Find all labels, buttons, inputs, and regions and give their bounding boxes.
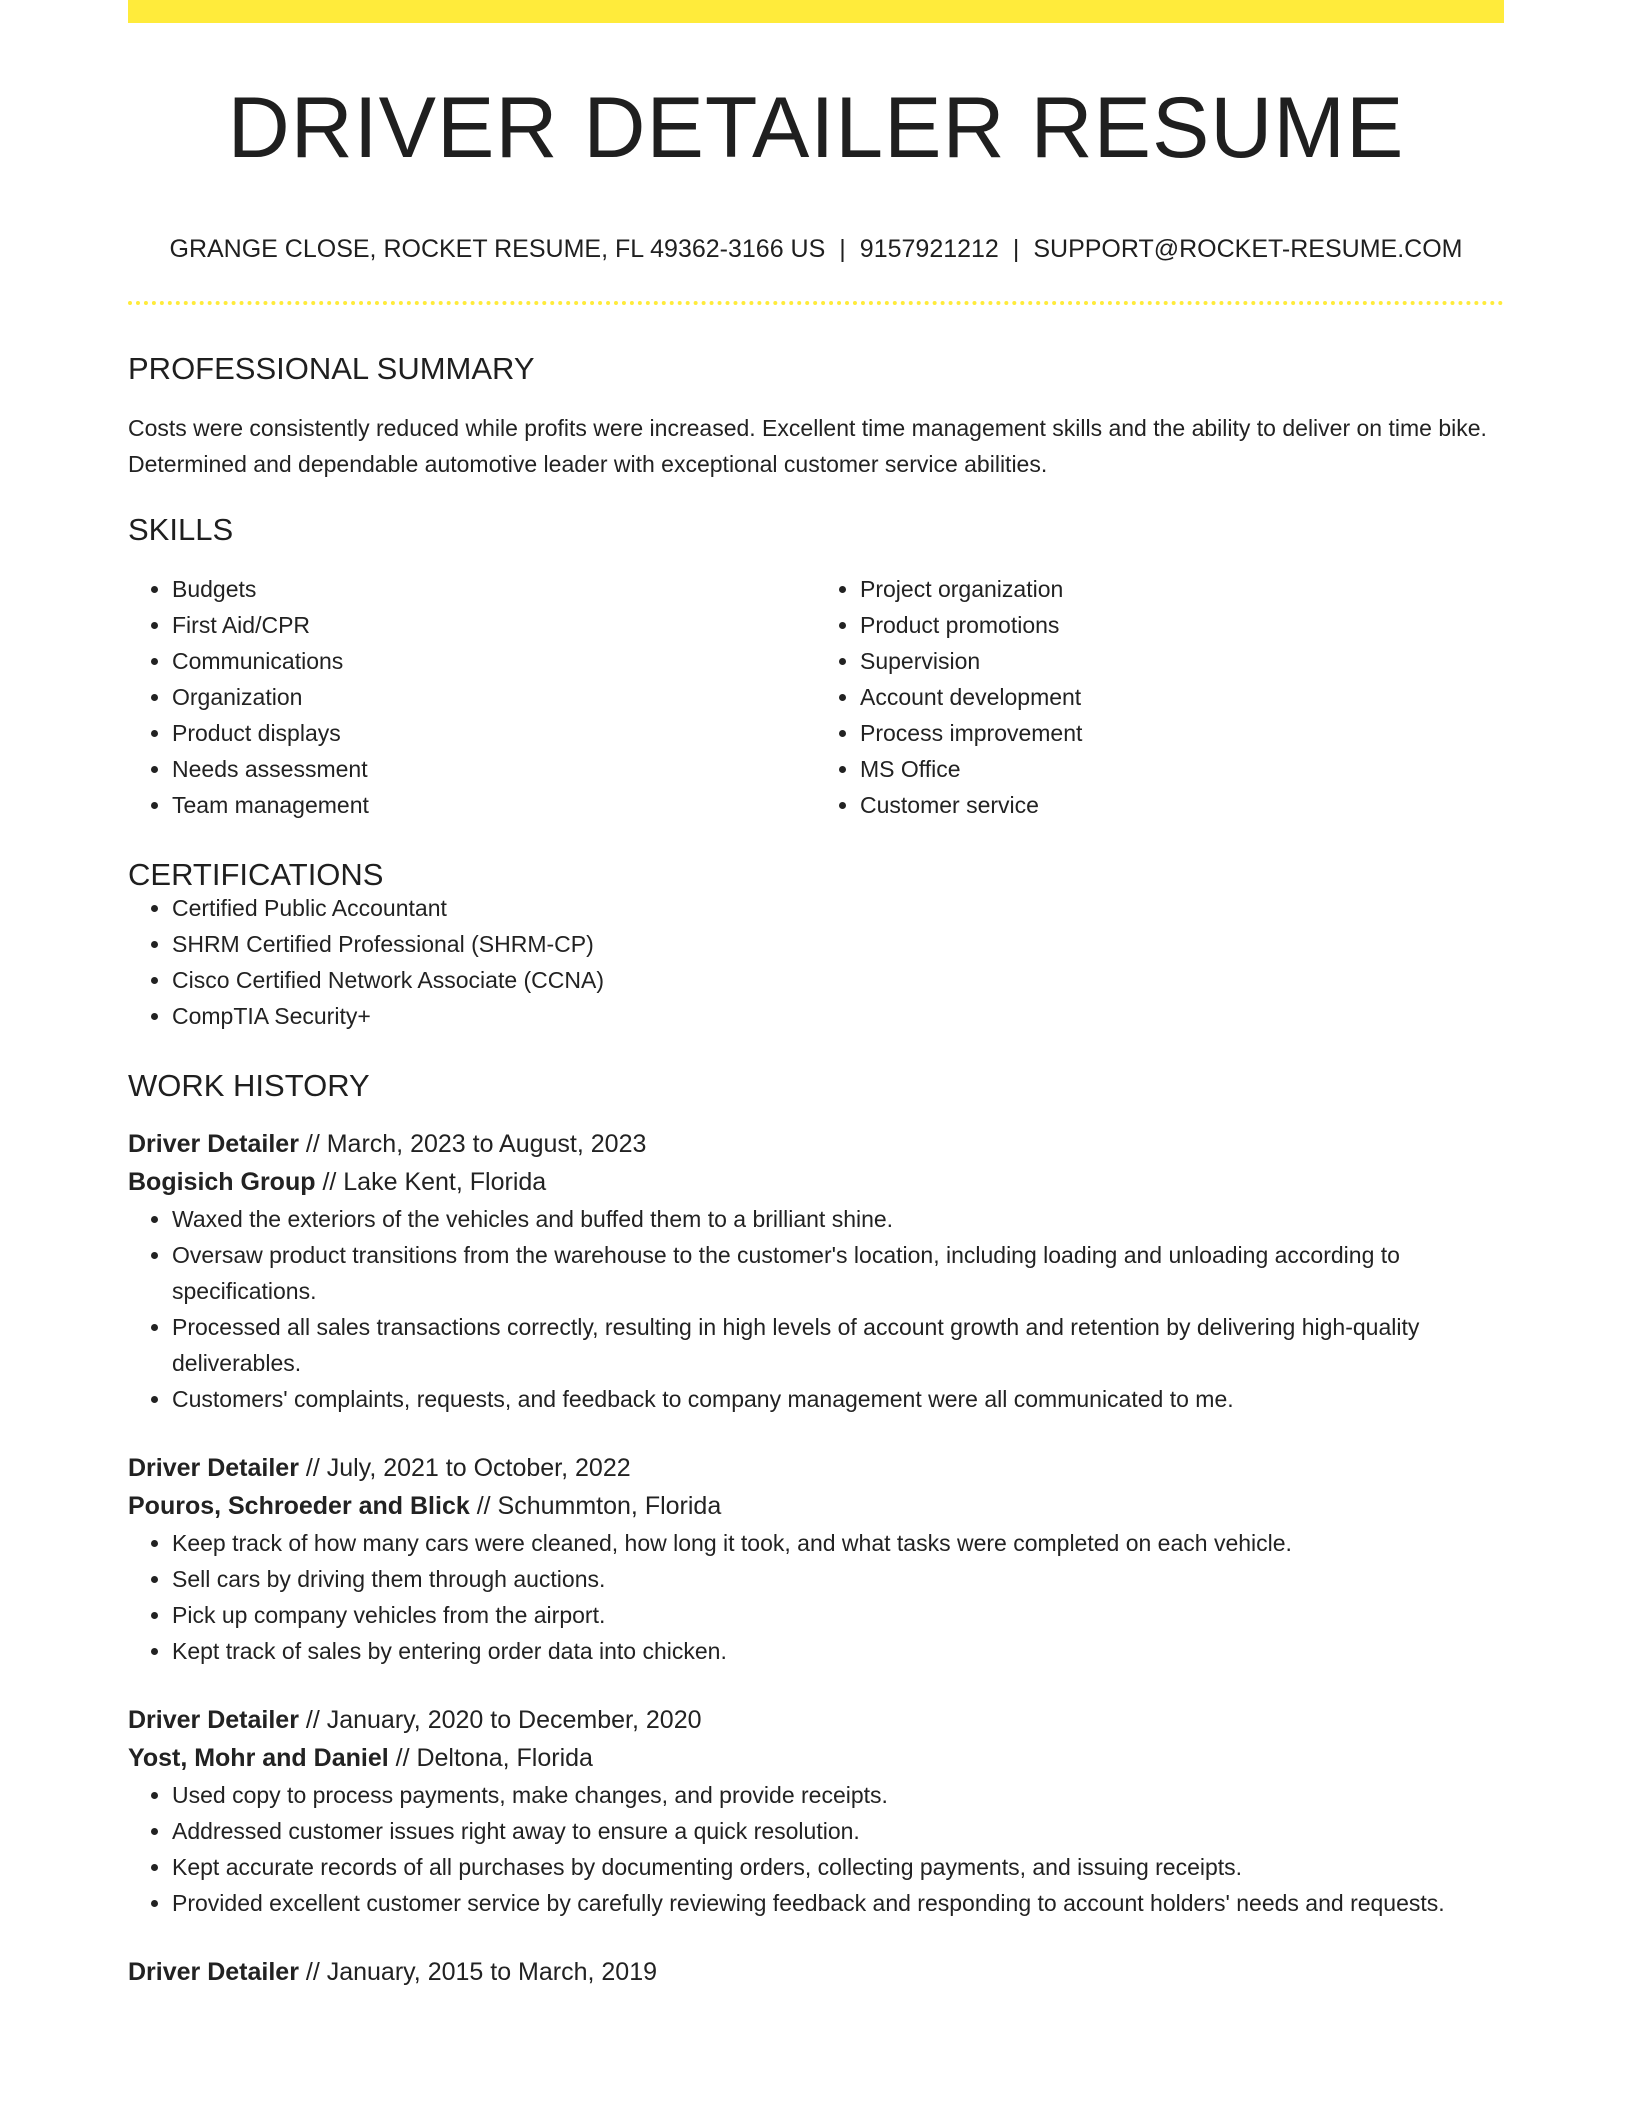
skill-item: • MS Office <box>860 751 1504 787</box>
skills-list-left <box>128 571 816 823</box>
job-role-line <box>128 1125 1504 1163</box>
job-company: Yost, Mohr and Daniel <box>128 1744 389 1772</box>
dotted-divider <box>128 301 1504 305</box>
job-duty: • Pick up company vehicles from the airport. <box>172 1597 1504 1633</box>
resume-page <box>128 0 1504 1991</box>
job-location: // Deltona, Florida <box>388 1744 593 1772</box>
phone-number: 9157921212 <box>859 235 999 263</box>
skills-column-right <box>816 571 1504 823</box>
job-company-line <box>128 1739 1504 1777</box>
skill-item: • Supervision <box>860 643 1504 679</box>
skills-column-left <box>128 571 816 823</box>
address: GRANGE CLOSE, ROCKET RESUME, FL 49362-3166 US <box>169 235 826 263</box>
resume-title: DRIVER DETAILER RESUME <box>227 80 1405 176</box>
certification-item: • CompTIA Security+ <box>172 998 1504 1034</box>
job-duty: • Processed all sales transactions correctly, resulting in high levels of account growth and retention by delivering high-quality deliverables. <box>172 1309 1504 1381</box>
job-location: // Schummton, Florida <box>469 1492 722 1520</box>
job-dates: // March, 2023 to August, 2023 <box>298 1130 647 1158</box>
job-role: Driver Detailer <box>128 1706 299 1734</box>
skill-item: • Customer service <box>860 787 1504 823</box>
job-duties-list <box>128 1201 1504 1417</box>
email-address: SUPPORT@ROCKET-RESUME.COM <box>1033 235 1463 263</box>
job-duties-list <box>128 1525 1504 1669</box>
skills-grid <box>128 571 1504 823</box>
job-duty: • Kept track of sales by entering order data into chicken. <box>172 1633 1504 1669</box>
certification-item: • SHRM Certified Professional (SHRM-CP) <box>172 926 1504 962</box>
skills-list-right <box>816 571 1504 823</box>
job-entry <box>128 1701 1504 1921</box>
job-role: Driver Detailer <box>128 1454 299 1482</box>
job-company-line <box>128 1487 1504 1525</box>
summary-text: Costs were consistently reduced while profits were increased. Excellent time management skills and the ability to deliver on time bike. Determined and dependable automotive leader with exceptional customer service abilities. <box>128 415 1487 477</box>
job-dates: // July, 2021 to October, 2022 <box>298 1454 631 1482</box>
skill-item: • Team management <box>172 787 816 823</box>
skill-item: • Product displays <box>172 715 816 751</box>
skill-item: • Budgets <box>172 571 816 607</box>
job-entry <box>128 1125 1504 1417</box>
certification-item: • Certified Public Accountant <box>172 890 1504 926</box>
job-company: Pouros, Schroeder and Blick <box>128 1492 470 1520</box>
skill-item: • Account development <box>860 679 1504 715</box>
contact-line <box>128 237 1504 262</box>
top-accent-bar <box>128 0 1504 23</box>
job-duty: • Provided excellent customer service by carefully reviewing feedback and responding to account holders' needs and requests. <box>172 1885 1504 1921</box>
work-history-heading: WORK HISTORY <box>128 1068 370 1103</box>
job-role: Driver Detailer <box>128 1130 299 1158</box>
skills-heading: SKILLS <box>128 512 234 547</box>
job-dates: // January, 2020 to December, 2020 <box>298 1706 702 1734</box>
job-company: Bogisich Group <box>128 1168 316 1196</box>
job-duty: • Kept accurate records of all purchases by documenting orders, collecting payments, and issuing receipts. <box>172 1849 1504 1885</box>
skill-item: • First Aid/CPR <box>172 607 816 643</box>
skill-item: • Organization <box>172 679 816 715</box>
skill-item: • Process improvement <box>860 715 1504 751</box>
job-duty: • Addressed customer issues right away to ensure a quick resolution. <box>172 1813 1504 1849</box>
contact-separator: | <box>1012 235 1020 263</box>
job-duties-list <box>128 1777 1504 1921</box>
certifications-heading: CERTIFICATIONS <box>128 857 384 892</box>
job-location: // Lake Kent, Florida <box>315 1168 547 1196</box>
job-role-line <box>128 1701 1504 1739</box>
job-company-line <box>128 1163 1504 1201</box>
job-duty: • Used copy to process payments, make changes, and provide receipts. <box>172 1777 1504 1813</box>
skill-item: • Product promotions <box>860 607 1504 643</box>
job-role-line <box>128 1449 1504 1487</box>
skill-item: • Communications <box>172 643 816 679</box>
job-duty: • Waxed the exteriors of the vehicles and buffed them to a brilliant shine. <box>172 1201 1504 1237</box>
job-dates: // January, 2015 to March, 2019 <box>298 1958 658 1986</box>
skill-item: • Project organization <box>860 571 1504 607</box>
certification-item: • Cisco Certified Network Associate (CCNA) <box>172 962 1504 998</box>
contact-separator: | <box>839 235 846 263</box>
skill-item: • Needs assessment <box>172 751 816 787</box>
job-role-line <box>128 1953 1504 1991</box>
job-entry <box>128 1953 1504 1991</box>
job-duty: • Customers' complaints, requests, and feedback to company management were all communicated to me. <box>172 1381 1504 1417</box>
certifications-list <box>128 890 1504 1034</box>
job-duty: • Oversaw product transitions from the warehouse to the customer's location, including loading and unloading according to specifications. <box>172 1237 1504 1309</box>
job-entry <box>128 1449 1504 1669</box>
job-role: Driver Detailer <box>128 1958 299 1986</box>
job-duty: • Keep track of how many cars were cleaned, how long it took, and what tasks were completed on each vehicle. <box>172 1525 1504 1561</box>
summary-heading: PROFESSIONAL SUMMARY <box>128 351 535 386</box>
job-duty: • Sell cars by driving them through auctions. <box>172 1561 1504 1597</box>
